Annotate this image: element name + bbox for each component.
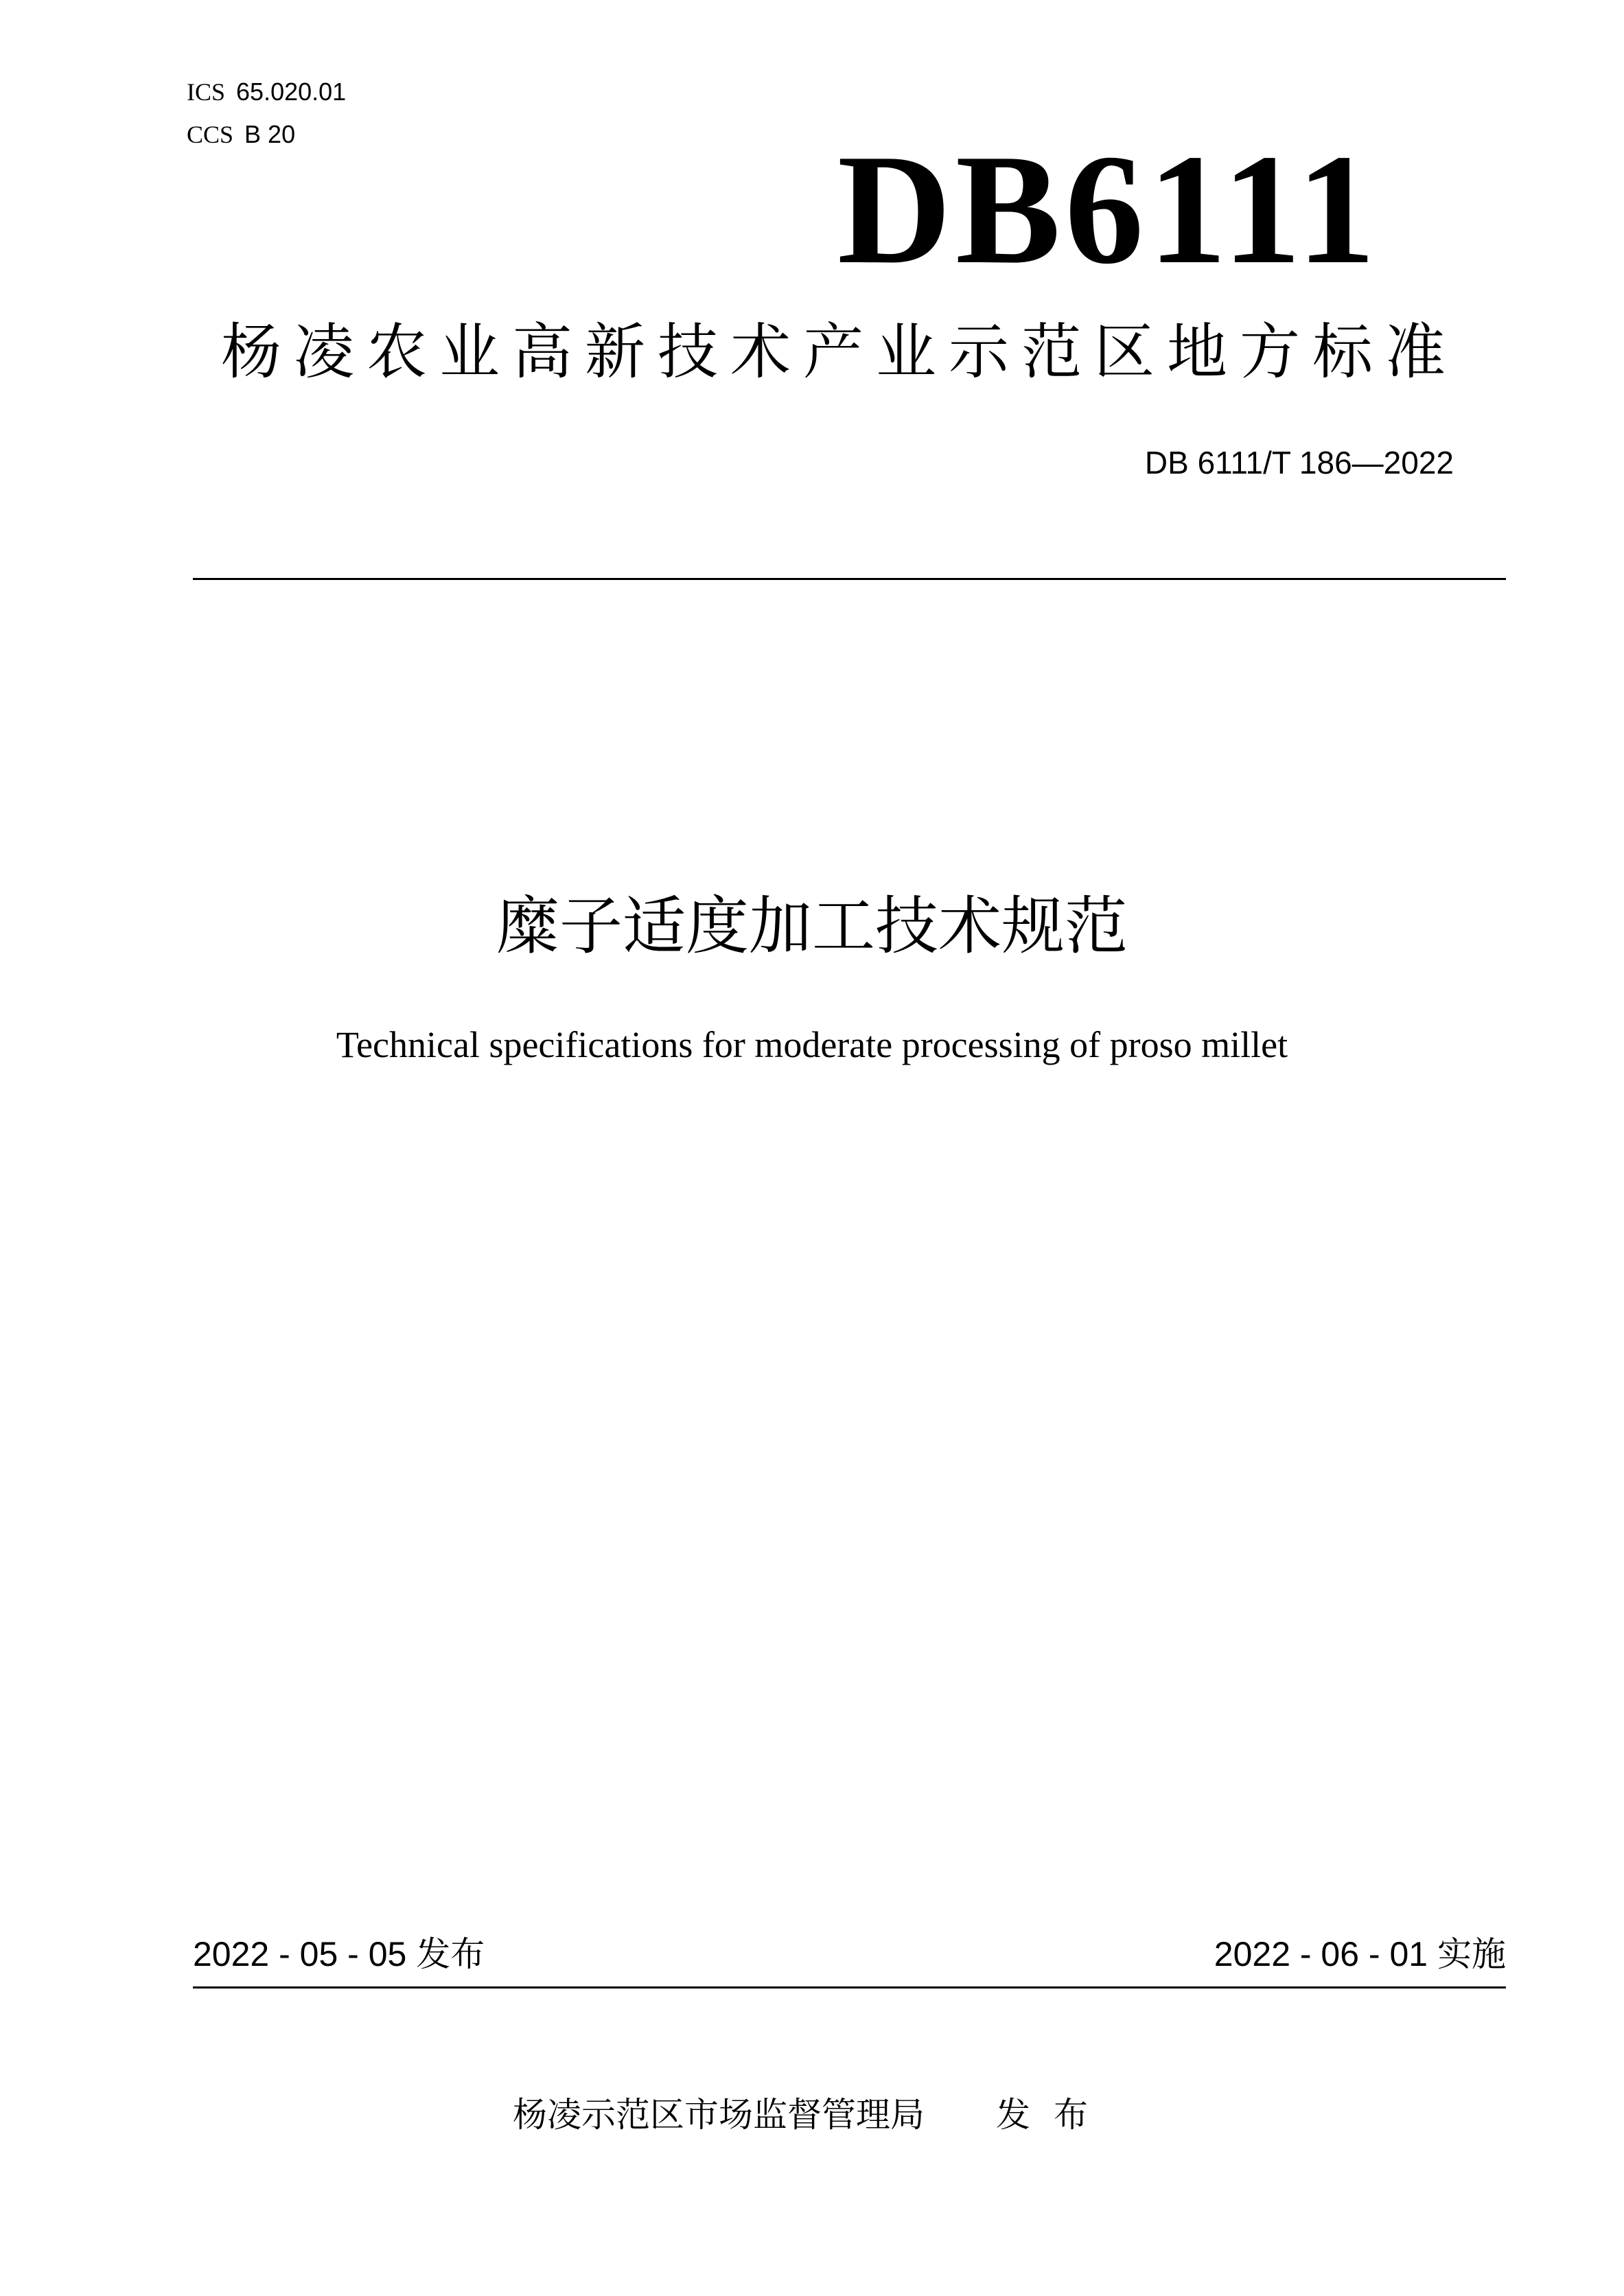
bottom-divider (193, 1986, 1506, 1988)
implement-label: 实施 (1437, 1934, 1506, 1974)
ccs-value: B 20 (244, 120, 296, 148)
standard-category: 杨凌农业高新技术产业示范区地方标准 (220, 316, 1458, 387)
implement-date-line (1214, 1933, 1506, 1975)
standard-code-mark: DB6111 (837, 121, 1380, 297)
ccs-label: CCS (187, 121, 234, 148)
document-title-cn: 糜子适度加工技术规范 (496, 890, 1128, 963)
publish-action: 发布 (996, 2095, 1111, 2135)
issue-label: 发布 (416, 1934, 485, 1974)
standard-number: DB 6111/T 186—2022 (1144, 445, 1454, 480)
ics-classification (187, 77, 346, 107)
ccs-classification (187, 119, 295, 150)
ics-label: ICS (187, 78, 226, 106)
top-divider (193, 578, 1506, 580)
publisher-line (0, 2092, 1624, 2137)
publisher-name: 杨凌示范区市场监督管理局 (513, 2095, 925, 2135)
issue-date: 2022 - 05 - 05 (193, 1935, 407, 1973)
implement-date: 2022 - 06 - 01 (1214, 1935, 1428, 1973)
ics-value: 65.020.01 (236, 78, 347, 106)
document-title-en: Technical specifications for moderate processing of proso millet (336, 1024, 1288, 1065)
issue-date-line (193, 1933, 485, 1975)
